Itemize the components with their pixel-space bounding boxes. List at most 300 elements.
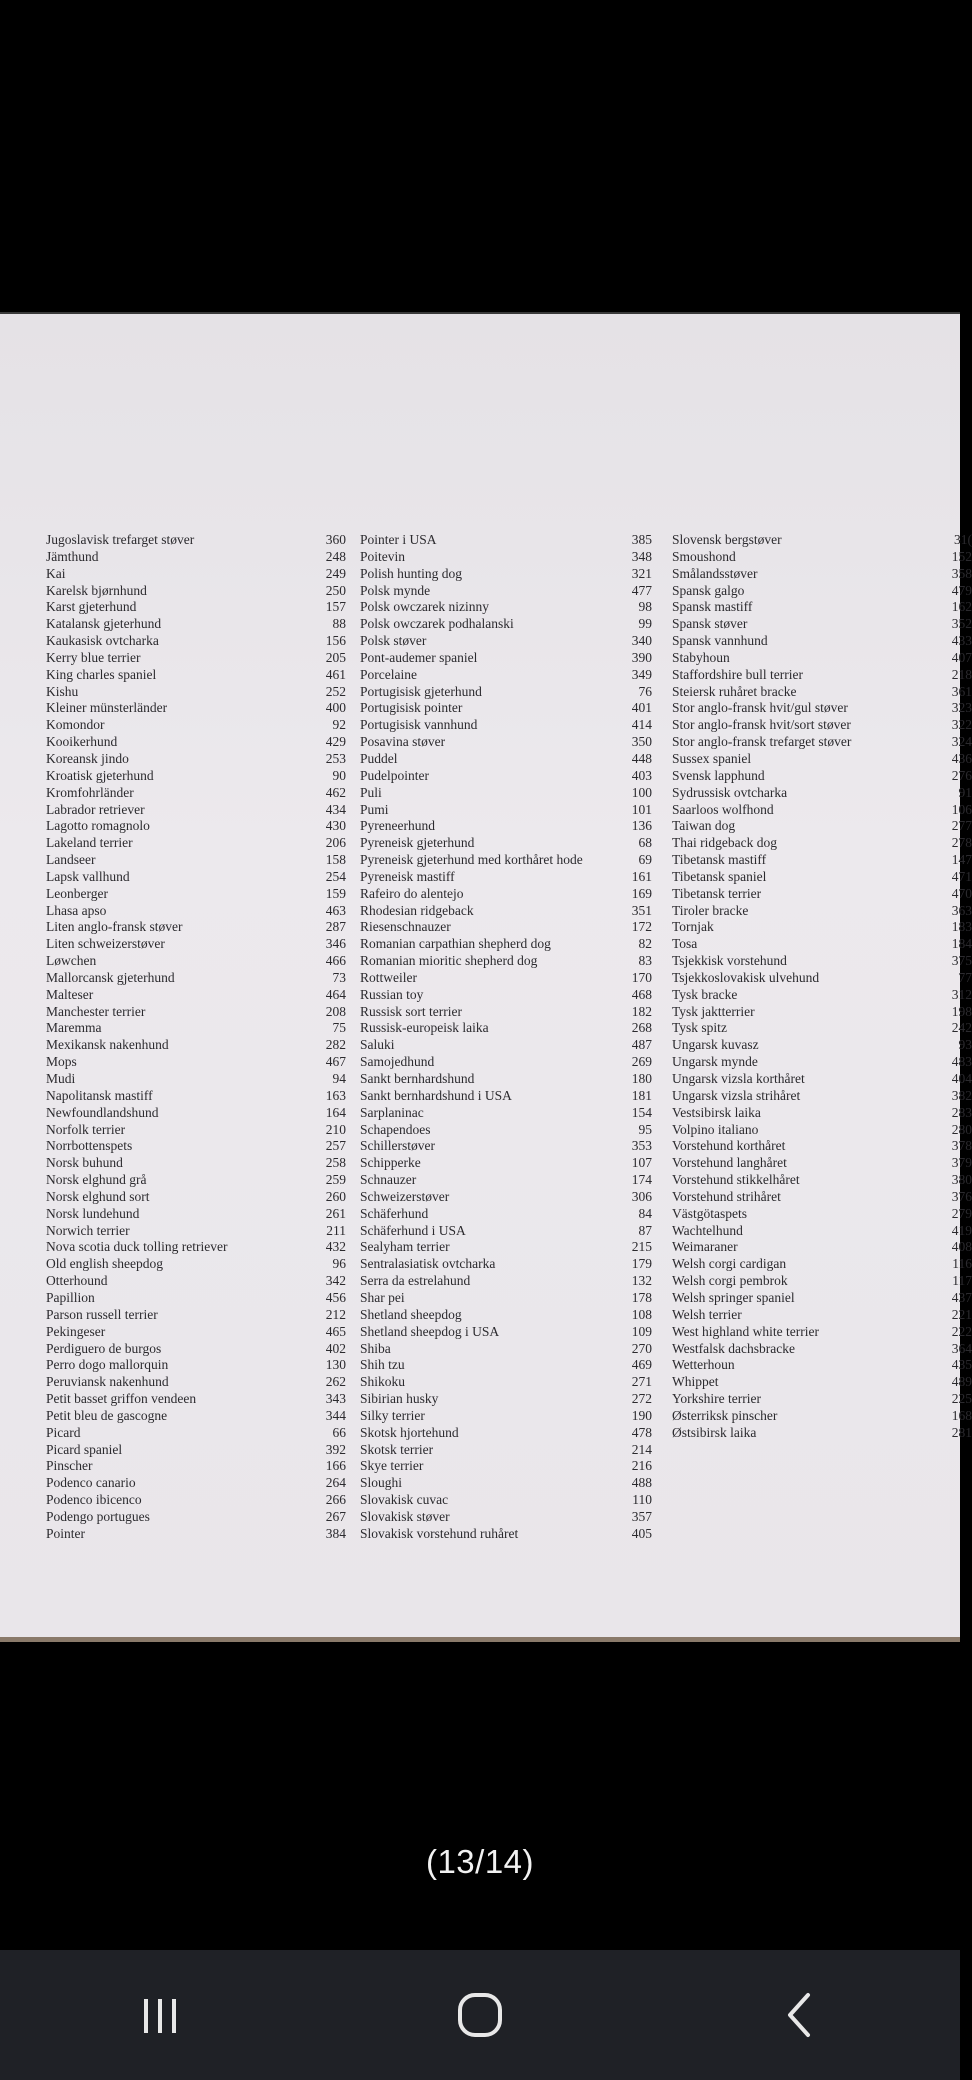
page-number: 172 bbox=[631, 919, 652, 935]
breed-name: Spansk støver bbox=[672, 616, 748, 632]
page-number: 471 bbox=[951, 868, 972, 884]
page-number: 87 bbox=[638, 1222, 652, 1238]
page-number: 348 bbox=[631, 548, 652, 564]
index-entry bbox=[46, 583, 346, 600]
index-entry bbox=[360, 1307, 652, 1324]
breed-name: Schipperke bbox=[360, 1155, 421, 1171]
breed-name: Stor anglo-fransk trefarget støver bbox=[672, 734, 852, 750]
index-entry bbox=[672, 1189, 972, 1206]
breed-name: Vestsibirsk laika bbox=[672, 1104, 761, 1120]
breed-name: Pyreneisk gjeterhund med korthåret hode bbox=[360, 852, 583, 868]
index-entry bbox=[672, 1374, 972, 1391]
page-number: 283 bbox=[951, 1104, 972, 1120]
index-entry bbox=[672, 1105, 972, 1122]
page-number: 170 bbox=[631, 969, 652, 985]
index-entry bbox=[46, 1256, 346, 1273]
page-number: 116 bbox=[952, 1256, 972, 1272]
breed-name: Tornjak bbox=[672, 919, 714, 935]
breed-name: Silky terrier bbox=[360, 1407, 425, 1423]
index-entry bbox=[46, 1475, 346, 1492]
index-column-2 bbox=[360, 532, 652, 1543]
page-number: 340 bbox=[631, 633, 652, 649]
page-number: 403 bbox=[631, 767, 652, 783]
index-entry bbox=[46, 532, 346, 549]
breed-name: Podenco ibicenco bbox=[46, 1492, 142, 1508]
page-number: 190 bbox=[631, 1407, 652, 1423]
page-number: 408 bbox=[951, 1239, 972, 1255]
page-number: 163 bbox=[325, 1087, 346, 1103]
breed-name: Kroatisk gjeterhund bbox=[46, 767, 154, 783]
breed-name: Papillion bbox=[46, 1289, 95, 1305]
page-number: 99 bbox=[638, 616, 652, 632]
breed-name: Serra da estrelahund bbox=[360, 1273, 471, 1289]
breed-name: Rottweiler bbox=[360, 969, 417, 985]
index-entry bbox=[46, 1223, 346, 1240]
breed-name: Norrbottenspets bbox=[46, 1138, 133, 1154]
page-number: 465 bbox=[325, 1323, 346, 1339]
page-number: 169 bbox=[631, 885, 652, 901]
breed-name: Peruviansk nakenhund bbox=[46, 1374, 169, 1390]
page-number: 250 bbox=[325, 582, 346, 598]
breed-name: Kerry blue terrier bbox=[46, 649, 141, 665]
page-number: 252 bbox=[325, 683, 346, 699]
breed-name: Thai ridgeback dog bbox=[672, 835, 777, 851]
page-number: 436 bbox=[951, 750, 972, 766]
page-number: 212 bbox=[325, 1306, 346, 1322]
breed-name: Old english sheepdog bbox=[46, 1256, 163, 1272]
breed-name: Tiroler bracke bbox=[672, 902, 749, 918]
page-number: 419 bbox=[951, 1222, 972, 1238]
page-number: 181 bbox=[631, 1087, 652, 1103]
back-button[interactable] bbox=[740, 1970, 860, 2060]
index-entry bbox=[672, 953, 972, 970]
page-number: 478 bbox=[631, 1424, 652, 1440]
breed-name: Podengo portugues bbox=[46, 1508, 150, 1524]
page-number: 242 bbox=[951, 1020, 972, 1036]
index-entry bbox=[46, 1324, 346, 1341]
index-entry bbox=[46, 633, 346, 650]
breed-name: Pyreneisk gjeterhund bbox=[360, 835, 475, 851]
index-entry bbox=[46, 717, 346, 734]
index-entry bbox=[46, 1088, 346, 1105]
breed-name: Kaukasisk ovtcharka bbox=[46, 633, 159, 649]
index-entry bbox=[672, 667, 972, 684]
index-entry bbox=[360, 1054, 652, 1071]
home-icon bbox=[456, 1991, 504, 2039]
page-number: 401 bbox=[631, 700, 652, 716]
index-entry bbox=[360, 802, 652, 819]
breed-name: Riesenschnauzer bbox=[360, 919, 451, 935]
book-page-photo[interactable] bbox=[0, 312, 972, 1642]
breed-name: Steiersk ruhåret bracke bbox=[672, 683, 797, 699]
index-entry bbox=[46, 852, 346, 869]
breed-name: Ungarsk vizsla strihåret bbox=[672, 1087, 801, 1103]
breed-name: Saarloos wolfhond bbox=[672, 801, 774, 817]
breed-name: Lhasa apso bbox=[46, 902, 107, 918]
index-entry bbox=[360, 1374, 652, 1391]
breed-name: Komondor bbox=[46, 717, 105, 733]
breed-name: Mops bbox=[46, 1054, 77, 1070]
index-entry bbox=[672, 1172, 972, 1189]
index-entry bbox=[46, 1442, 346, 1459]
breed-name: Koreansk jindo bbox=[46, 750, 129, 766]
breed-name: Romanian carpathian shepherd dog bbox=[360, 936, 551, 952]
page-number: 180 bbox=[631, 1071, 652, 1086]
index-entry bbox=[46, 1105, 346, 1122]
breed-name: Slovakisk cuvac bbox=[360, 1492, 449, 1508]
index-entry bbox=[672, 717, 972, 734]
breed-name: Schapendoes bbox=[360, 1121, 431, 1137]
index-entry bbox=[46, 886, 346, 903]
page-number: 94 bbox=[332, 1071, 346, 1086]
index-entry bbox=[360, 1391, 652, 1408]
index-entry bbox=[360, 869, 652, 886]
index-entry bbox=[672, 1273, 972, 1290]
page-number: 158 bbox=[325, 852, 346, 868]
index-entry bbox=[360, 1408, 652, 1425]
page-number: 162 bbox=[951, 599, 972, 615]
breed-name: Katalansk gjeterhund bbox=[46, 616, 162, 632]
page-number: 349 bbox=[631, 666, 652, 682]
index-entry bbox=[46, 987, 346, 1004]
page-number: 110 bbox=[632, 1492, 652, 1508]
breed-name: Kooikerhund bbox=[46, 734, 118, 750]
page-number: 257 bbox=[325, 1138, 346, 1154]
index-entry bbox=[672, 1020, 972, 1037]
index-entry bbox=[360, 1155, 652, 1172]
index-entry bbox=[672, 1037, 972, 1054]
breed-name: Wetterhoun bbox=[672, 1357, 735, 1373]
breed-name: Leonberger bbox=[46, 885, 108, 901]
page-number: 469 bbox=[631, 1357, 652, 1373]
page-number: 477 bbox=[631, 582, 652, 598]
breed-name: Skotsk terrier bbox=[360, 1441, 434, 1457]
breed-name: Ungarsk kuvasz bbox=[672, 1037, 759, 1053]
page-number: 342 bbox=[325, 1273, 346, 1289]
index-entry bbox=[360, 1357, 652, 1374]
index-entry bbox=[360, 1458, 652, 1475]
index-entry bbox=[360, 1223, 652, 1240]
breed-name: Manchester terrier bbox=[46, 1003, 146, 1019]
breed-name: Østsibirsk laika bbox=[672, 1424, 757, 1440]
breed-name: Portugisisk pointer bbox=[360, 700, 463, 716]
page-number: 76 bbox=[638, 683, 652, 699]
breed-name: Polsk mynde bbox=[360, 582, 431, 598]
breed-name: Stabyhoun bbox=[672, 649, 730, 665]
page-number: 483 bbox=[951, 1054, 972, 1070]
index-entry bbox=[360, 1425, 652, 1442]
breed-name: Liten schweizerstøver bbox=[46, 936, 165, 952]
breed-name: Newfoundlandshund bbox=[46, 1104, 159, 1120]
index-entry bbox=[46, 1037, 346, 1054]
breed-name: Schäferhund i USA bbox=[360, 1222, 466, 1238]
page-number: 267 bbox=[325, 1508, 346, 1524]
page-number: 164 bbox=[325, 1104, 346, 1120]
page-number: 487 bbox=[631, 1037, 652, 1053]
breed-name: Stor anglo-fransk hvit/sort støver bbox=[672, 717, 851, 733]
breed-name: Welsh terrier bbox=[672, 1306, 742, 1322]
breed-name: Weimaraner bbox=[672, 1239, 738, 1255]
page-number: 258 bbox=[325, 1155, 346, 1171]
index-entry bbox=[46, 818, 346, 835]
index-entry bbox=[360, 751, 652, 768]
page-number: 462 bbox=[325, 784, 346, 800]
index-entry bbox=[672, 1223, 972, 1240]
breed-name: Slovensk bergstøver bbox=[672, 532, 782, 547]
index-entry bbox=[46, 785, 346, 802]
page-number: 262 bbox=[325, 1374, 346, 1390]
index-entry bbox=[360, 1020, 652, 1037]
breed-name: Puli bbox=[360, 784, 382, 800]
breed-name: Perro dogo mallorquin bbox=[46, 1357, 169, 1373]
page-number: 88 bbox=[332, 616, 346, 632]
index-entry bbox=[46, 616, 346, 633]
breed-name: Shetland sheepdog bbox=[360, 1306, 462, 1322]
page-number: 467 bbox=[325, 1054, 346, 1070]
index-entry bbox=[360, 1206, 652, 1223]
page-number: 351 bbox=[631, 902, 652, 918]
breed-name: Pointer i USA bbox=[360, 532, 437, 547]
breed-name: Mexikansk nakenhund bbox=[46, 1037, 169, 1053]
breed-name: Kishu bbox=[46, 683, 79, 699]
page-number: 215 bbox=[631, 1239, 652, 1255]
page-number: 179 bbox=[631, 1256, 652, 1272]
breed-name: Kromfohrländer bbox=[46, 784, 134, 800]
breed-name: Portugisisk vannhund bbox=[360, 717, 478, 733]
breed-name: Jämthund bbox=[46, 548, 99, 564]
index-entry bbox=[360, 700, 652, 717]
breed-name: Stor anglo-fransk hvit/gul støver bbox=[672, 700, 848, 716]
index-entry bbox=[46, 650, 346, 667]
page-number: 264 bbox=[325, 1475, 346, 1491]
breed-name: Wachtelhund bbox=[672, 1222, 743, 1238]
index-entry bbox=[360, 886, 652, 903]
breed-name: Portugisisk gjeterhund bbox=[360, 683, 482, 699]
breed-name: Pekingeser bbox=[46, 1323, 106, 1339]
breed-name: Labrador retriever bbox=[46, 801, 145, 817]
page-number: 222 bbox=[951, 1323, 972, 1339]
recents-button[interactable] bbox=[100, 1970, 220, 2060]
page-number: 434 bbox=[325, 801, 346, 817]
page-number: 400 bbox=[325, 700, 346, 716]
index-entry bbox=[46, 1492, 346, 1509]
index-entry bbox=[360, 599, 652, 616]
page-number: 221 bbox=[951, 1306, 972, 1322]
index-entry bbox=[360, 1526, 652, 1543]
breed-name: Tsjekkoslovakisk ulvehund bbox=[672, 969, 820, 985]
breed-name: Posavina støver bbox=[360, 734, 446, 750]
page-number: 321 bbox=[631, 565, 652, 581]
page-number: 210 bbox=[325, 1121, 346, 1137]
index-entry bbox=[46, 1290, 346, 1307]
index-entry bbox=[672, 835, 972, 852]
breed-name: Vorstehund langhåret bbox=[672, 1155, 787, 1171]
index-entry bbox=[360, 1004, 652, 1021]
index-entry bbox=[672, 616, 972, 633]
breed-name: Napolitansk mastiff bbox=[46, 1087, 153, 1103]
index-entry bbox=[672, 1054, 972, 1071]
index-entry bbox=[672, 751, 972, 768]
page-number: 277 bbox=[951, 818, 972, 834]
index-entry bbox=[46, 1341, 346, 1358]
page-number: 184 bbox=[951, 936, 972, 952]
breed-name: Skotsk hjortehund bbox=[360, 1424, 459, 1440]
breed-name: Staffordshire bull terrier bbox=[672, 666, 803, 682]
breed-name: Lapsk vallhund bbox=[46, 868, 130, 884]
index-entry bbox=[360, 667, 652, 684]
index-entry bbox=[672, 650, 972, 667]
index-entry bbox=[360, 1071, 652, 1088]
page-number: 306 bbox=[631, 1188, 652, 1204]
breed-name: Tsjekkisk vorstehund bbox=[672, 953, 787, 969]
page-number: 280 bbox=[951, 1121, 972, 1137]
page-number: 352 bbox=[951, 616, 972, 632]
page-number: 100 bbox=[631, 784, 652, 800]
page-number: 429 bbox=[325, 734, 346, 750]
index-entry bbox=[46, 1391, 346, 1408]
page-number: 488 bbox=[631, 1475, 652, 1491]
index-entry bbox=[360, 1088, 652, 1105]
breed-name: Poitevin bbox=[360, 548, 406, 564]
index-entry bbox=[46, 1374, 346, 1391]
breed-name: Malteser bbox=[46, 986, 94, 1002]
breed-name: Sussex spaniel bbox=[672, 750, 752, 766]
breed-name: Schillerstøver bbox=[360, 1138, 435, 1154]
index-entry bbox=[360, 1172, 652, 1189]
page-number: 166 bbox=[325, 1458, 346, 1474]
breed-name: Sankt bernhardshund bbox=[360, 1071, 475, 1086]
page-number: 154 bbox=[631, 1104, 652, 1120]
index-entry bbox=[360, 532, 652, 549]
page-number: 96 bbox=[332, 1256, 346, 1272]
breed-name: Welsh corgi pembrok bbox=[672, 1273, 788, 1289]
page-number: 249 bbox=[325, 565, 346, 581]
breed-name: Parson russell terrier bbox=[46, 1306, 158, 1322]
breed-name: Slovakisk vorstehund ruhåret bbox=[360, 1525, 519, 1541]
page-number: 358 bbox=[951, 565, 972, 581]
page-number: 385 bbox=[631, 532, 652, 547]
breed-name: Vorstehund stikkelhåret bbox=[672, 1172, 800, 1188]
page-number: 109 bbox=[631, 1323, 652, 1339]
breed-name: Norfolk terrier bbox=[46, 1121, 126, 1137]
index-entry bbox=[672, 684, 972, 701]
breed-name: Polsk owczarek podhalanski bbox=[360, 616, 514, 632]
breed-name: Yorkshire terrier bbox=[672, 1391, 761, 1407]
index-entry bbox=[46, 1425, 346, 1442]
breed-name: Pudelpointer bbox=[360, 767, 429, 783]
index-entry bbox=[672, 886, 972, 903]
index-entry bbox=[672, 852, 972, 869]
breed-name: Russisk-europeisk laika bbox=[360, 1020, 489, 1036]
page-number: 69 bbox=[638, 852, 652, 868]
breed-name: Norsk elghund grå bbox=[46, 1172, 147, 1188]
index-entry bbox=[672, 936, 972, 953]
breed-name: Shiba bbox=[360, 1340, 391, 1356]
index-entry bbox=[360, 1341, 652, 1358]
page-number: 254 bbox=[325, 868, 346, 884]
index-entry bbox=[672, 1391, 972, 1408]
index-entry bbox=[672, 1122, 972, 1139]
index-entry bbox=[46, 802, 346, 819]
page-number: 346 bbox=[325, 936, 346, 952]
index-entry bbox=[46, 1122, 346, 1139]
breed-name: Saluki bbox=[360, 1037, 395, 1053]
index-entry bbox=[46, 751, 346, 768]
breed-name: Picard spaniel bbox=[46, 1441, 123, 1457]
page-number: 259 bbox=[325, 1172, 346, 1188]
index-entry bbox=[46, 869, 346, 886]
index-entry bbox=[672, 1206, 972, 1223]
index-entry bbox=[360, 633, 652, 650]
index-entry bbox=[672, 633, 972, 650]
index-entry bbox=[360, 1105, 652, 1122]
page-number: 205 bbox=[325, 649, 346, 665]
index-entry bbox=[46, 919, 346, 936]
index-entry bbox=[672, 1155, 972, 1172]
index-entry bbox=[46, 1071, 346, 1088]
index-entry bbox=[672, 970, 972, 987]
index-entry bbox=[360, 852, 652, 869]
breed-name: Tibetansk spaniel bbox=[672, 868, 767, 884]
page-number: 312 bbox=[951, 986, 972, 1002]
index-entry bbox=[672, 1425, 972, 1442]
index-entry bbox=[46, 1206, 346, 1223]
page-number: 276 bbox=[951, 767, 972, 783]
breed-name: Sibirian husky bbox=[360, 1391, 439, 1407]
index-entry bbox=[672, 700, 972, 717]
navigation-bar bbox=[0, 1950, 960, 2080]
page-number: 376 bbox=[951, 1188, 972, 1204]
page-number: 178 bbox=[631, 1289, 652, 1305]
page-number: 468 bbox=[631, 986, 652, 1002]
page-number: 107 bbox=[631, 1155, 652, 1171]
index-entry bbox=[672, 1256, 972, 1273]
page-number: 261 bbox=[325, 1205, 346, 1221]
breed-name: Sloughi bbox=[360, 1475, 403, 1491]
breed-name: Sankt bernhardshund i USA bbox=[360, 1087, 512, 1103]
page-number: 433 bbox=[951, 633, 972, 649]
page-number: 82 bbox=[638, 936, 652, 952]
breed-name: Polsk støver bbox=[360, 633, 427, 649]
index-entry bbox=[672, 987, 972, 1004]
page-number: 380 bbox=[951, 1172, 972, 1188]
index-entry bbox=[46, 684, 346, 701]
page-number: 77 bbox=[958, 969, 972, 985]
page-number: 437 bbox=[951, 1289, 972, 1305]
page-number: 402 bbox=[325, 1340, 346, 1356]
home-button[interactable] bbox=[420, 1970, 540, 2060]
breed-name: Pointer bbox=[46, 1525, 85, 1541]
page-number: 322 bbox=[951, 717, 972, 733]
index-entry bbox=[360, 1122, 652, 1139]
breed-name: Schäferhund bbox=[360, 1205, 429, 1221]
page-number: 470 bbox=[951, 885, 972, 901]
index-entry bbox=[360, 717, 652, 734]
index-entry bbox=[672, 1004, 972, 1021]
breed-name: Pyreneisk mastiff bbox=[360, 868, 455, 884]
breed-name: Maremma bbox=[46, 1020, 102, 1036]
index-entry bbox=[360, 936, 652, 953]
breed-name: Welsh springer spaniel bbox=[672, 1289, 795, 1305]
page-number: 360 bbox=[325, 532, 346, 547]
breed-name: Landseer bbox=[46, 852, 96, 868]
page-number: 68 bbox=[638, 835, 652, 851]
page-number: 382 bbox=[951, 1087, 972, 1103]
page-number: 270 bbox=[631, 1340, 652, 1356]
page-number: 218 bbox=[951, 666, 972, 682]
breed-name: Shikoku bbox=[360, 1374, 406, 1390]
index-entry bbox=[360, 768, 652, 785]
